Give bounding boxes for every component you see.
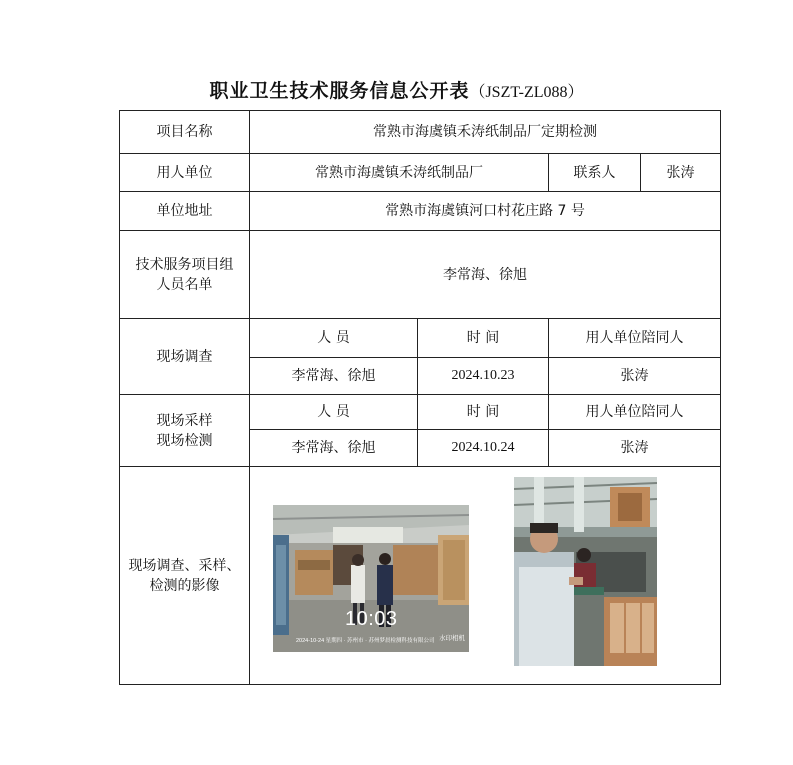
sampling-escort: 张涛 — [549, 430, 721, 467]
images-cell — [250, 467, 721, 685]
row-employer — [120, 154, 721, 192]
site-photo-warehouse — [273, 505, 469, 652]
inspection-photo-image — [514, 477, 657, 666]
survey-label: 现场调查 — [120, 319, 250, 395]
sampling-people: 李常海、徐旭 — [250, 430, 418, 467]
address-value: 常熟市海虞镇河口村花庄路 7 号 — [250, 192, 721, 231]
row-address — [120, 192, 721, 231]
row-images — [120, 467, 721, 685]
team-label-line1: 技术服务项目组 — [135, 256, 234, 273]
images-label — [120, 467, 250, 685]
title-code: （JSZT-ZL088） — [469, 84, 584, 101]
images-label-line1: 现场调查、采样、 — [128, 557, 241, 574]
contact-value: 张涛 — [641, 154, 721, 192]
project-name-label: 项目名称 — [120, 111, 250, 154]
info-table — [119, 110, 721, 685]
row-team — [120, 231, 721, 319]
team-label-line2: 人员名单 — [156, 276, 213, 293]
survey-time: 2024.10.23 — [418, 358, 549, 395]
survey-header-time: 时 间 — [418, 319, 549, 358]
team-value: 李常海、徐旭 — [250, 231, 721, 319]
photo-watermark-brand: 水印相机 — [439, 635, 465, 642]
address-label: 单位地址 — [120, 192, 250, 231]
survey-header-escort: 用人单位陪同人 — [549, 319, 721, 358]
photo-timestamp-time: 10:03 — [345, 608, 398, 630]
row-project-name — [120, 111, 721, 154]
contact-label: 联系人 — [549, 154, 641, 192]
team-label — [120, 231, 250, 319]
employer-label: 用人单位 — [120, 154, 250, 192]
sampling-label-line2: 现场检测 — [156, 432, 213, 449]
project-name-value: 常熟市海虞镇禾涛纸制品厂定期检测 — [250, 111, 721, 154]
sampling-header-escort: 用人单位陪同人 — [549, 395, 721, 430]
survey-escort: 张涛 — [549, 358, 721, 395]
page-title — [0, 76, 793, 103]
sampling-label — [120, 395, 250, 467]
sampling-header-people: 人 员 — [250, 395, 418, 430]
employer-value: 常熟市海虞镇禾涛纸制品厂 — [250, 154, 549, 192]
images-label-line2: 检测的影像 — [149, 577, 220, 594]
photo-timestamp-caption: 2024-10-24 星期四 · 苏州市 · 苏州梦晨检测科技有限公司 — [296, 638, 435, 644]
site-photo-inspection — [514, 477, 657, 666]
title-main: 职业卫生技术服务信息公开表 — [209, 80, 470, 102]
sampling-label-line1: 现场采样 — [156, 412, 213, 429]
row-survey-header — [120, 319, 721, 358]
sampling-header-time: 时 间 — [418, 395, 549, 430]
survey-header-people: 人 员 — [250, 319, 418, 358]
row-sampling-header — [120, 395, 721, 430]
sampling-time: 2024.10.24 — [418, 430, 549, 467]
survey-people: 李常海、徐旭 — [250, 358, 418, 395]
